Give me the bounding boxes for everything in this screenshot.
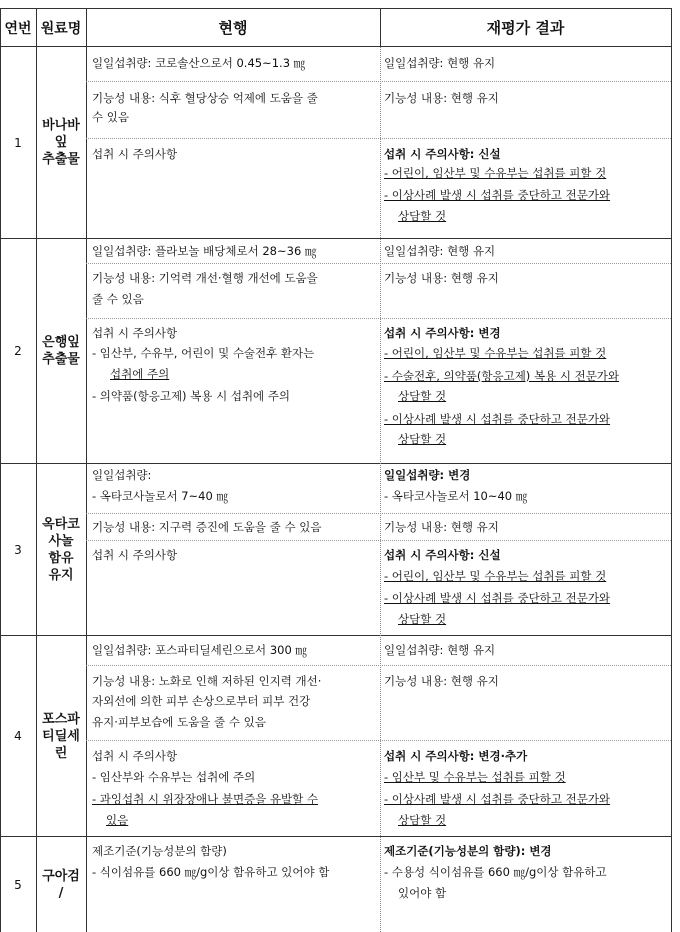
result-intake: 일일섭취량: 현행 유지 xyxy=(384,643,496,657)
dotted-row-divider xyxy=(86,138,671,139)
material-name xyxy=(36,464,86,635)
material-name xyxy=(36,47,86,238)
result-caution-title: 섭취 시 주의사항: 변경 xyxy=(384,326,501,340)
header-bottom-border xyxy=(0,46,672,47)
current-function: 줄 수 있음 xyxy=(92,292,144,306)
header-no: 연번 xyxy=(4,20,32,37)
current-function: 자외선에 의한 피부 손상으로부터 피부 건강 xyxy=(92,694,311,708)
dotted-row-divider xyxy=(86,81,671,82)
dotted-row-divider xyxy=(86,540,671,541)
result-intake-item: - 옥타코사놀로서 10~40 ㎎ xyxy=(384,489,528,503)
current-caution: 섭취 시 주의사항 xyxy=(92,548,178,562)
dotted-row-divider xyxy=(86,318,671,319)
result-standard-item: - 수용성 식이섬유를 660 ㎎/g이상 함유하고 xyxy=(384,865,607,879)
material-name-line: 바나바 xyxy=(42,118,80,133)
current-standard-item: - 식이섬유를 660 ㎎/g이상 함유하고 있어야 함 xyxy=(92,865,330,879)
result-caution-item: - 어린이, 임산부 및 수유부는 섭취를 피할 것 xyxy=(384,569,607,583)
result-caution-title: 섭취 시 주의사항: 신설 xyxy=(384,548,501,562)
current-caution-item: 있음 xyxy=(106,813,129,827)
row-number: 2 xyxy=(14,344,22,358)
current-intake: 일일섭취량: xyxy=(92,468,152,482)
current-caution-item: - 임산부와 수유부는 섭취에 주의 xyxy=(92,770,256,784)
result-caution-item: - 어린이, 임산부 및 수유부는 섭취를 피할 것 xyxy=(384,346,607,360)
current-function: 기능성 내용: 식후 혈당상승 억제에 도움을 줄 xyxy=(92,91,318,105)
material-name-line: 유지 xyxy=(48,567,74,583)
column-border xyxy=(671,8,672,932)
result-caution-item: - 이상사례 발생 시 섭취를 중단하고 전문가와 xyxy=(384,412,611,426)
row-separator xyxy=(0,836,672,837)
current-caution: 섭취 시 주의사항 xyxy=(92,147,178,161)
result-caution-item: - 수술전후, 의약품(항응고제) 복용 시 전문가와 xyxy=(384,369,620,383)
dotted-row-divider xyxy=(86,513,671,514)
result-caution-item: 상담할 것 xyxy=(398,813,447,827)
current-function: 기능성 내용: 노화로 인해 저하된 인지력 개선· xyxy=(92,674,322,688)
result-caution-item: - 이상사례 발생 시 섭취를 중단하고 전문가와 xyxy=(384,591,611,605)
result-function: 기능성 내용: 현행 유지 xyxy=(384,520,499,534)
material-name-line: 잎 xyxy=(54,135,68,150)
current-caution-item: - 의약품(항응고제) 복용 시 섭취에 주의 xyxy=(92,389,291,403)
row-number: 1 xyxy=(14,135,22,150)
header-current: 현행 xyxy=(218,19,248,37)
row-separator xyxy=(0,238,672,239)
header-material: 원료명 xyxy=(40,20,82,37)
result-caution-item: - 임산부 및 수유부는 섭취를 피할 것 xyxy=(384,770,566,784)
current-function: 기능성 내용: 기억력 개선·혈행 개선에 도움을 xyxy=(92,271,318,285)
material-name-line: 포스파 xyxy=(42,711,80,727)
material-name-line: 추출물 xyxy=(42,352,80,367)
material-name xyxy=(36,239,86,463)
result-function: 기능성 내용: 현행 유지 xyxy=(384,91,499,105)
current-caution-item: 섭취에 주의 xyxy=(110,367,170,381)
material-name xyxy=(36,837,86,932)
current-caution-item: - 임산부, 수유부, 어린이 및 수술전후 환자는 xyxy=(92,346,315,360)
material-name-line: 은행잎 xyxy=(42,335,80,350)
material-name xyxy=(36,636,86,836)
current-caution: 섭취 시 주의사항 xyxy=(92,326,178,340)
result-intake: 일일섭취량: 현행 유지 xyxy=(384,244,496,258)
row-number: 3 xyxy=(14,542,22,557)
dotted-row-divider xyxy=(86,263,671,264)
row-number: 4 xyxy=(14,729,22,743)
row-separator xyxy=(0,635,672,636)
current-intake: 일일섭취량: 포스파티딜세린으로서 300 ㎎ xyxy=(92,643,307,657)
result-caution-item: - 이상사례 발생 시 섭취를 중단하고 전문가와 xyxy=(384,792,611,806)
material-name-line: / xyxy=(58,885,64,901)
result-function: 기능성 내용: 현행 유지 xyxy=(384,271,499,285)
result-caution-item: 상담할 것 xyxy=(398,389,447,403)
current-function: 기능성 내용: 지구력 증진에 도움을 줄 수 있음 xyxy=(92,520,322,534)
material-name-line: 린 xyxy=(54,745,68,761)
result-caution-title: 섭취 시 주의사항: 변경·추가 xyxy=(384,749,528,763)
current-standard: 제조기준(기능성분의 함량) xyxy=(92,844,227,858)
result-function: 기능성 내용: 현행 유지 xyxy=(384,674,499,688)
current-intake: 일일섭취량: 코로솔산으로서 0.45~1.3 ㎎ xyxy=(92,56,306,70)
result-caution-item: 상담할 것 xyxy=(398,432,447,446)
row-separator xyxy=(0,463,672,464)
material-name-line: 함유 xyxy=(48,550,74,566)
material-name-line: 티딜세 xyxy=(42,728,80,744)
result-caution-item: - 이상사례 발생 시 섭취를 중단하고 전문가와 xyxy=(384,188,611,202)
result-intake: 일일섭취량: 현행 유지 xyxy=(384,56,496,70)
material-name-line: 사놀 xyxy=(48,533,74,549)
material-name-line: 구아검 xyxy=(42,868,80,884)
current-caution-item: - 과잉섭취 시 위장장애나 불면증을 유발할 수 xyxy=(92,792,319,806)
result-standard-item: 있어야 함 xyxy=(398,886,447,900)
current-function: 수 있음 xyxy=(92,110,129,124)
header-result: 재평가 결과 xyxy=(486,19,565,37)
dotted-row-divider xyxy=(86,740,671,741)
row-number: 5 xyxy=(14,877,22,892)
current-function: 유지·피부보습에 도움을 줄 수 있음 xyxy=(92,715,266,729)
current-intake: 일일섭취량: 플라보놀 배당체로서 28~36 ㎎ xyxy=(92,244,317,258)
column-border xyxy=(86,8,87,932)
material-name-line: 추출물 xyxy=(42,152,80,167)
result-caution-item: - 어린이, 임산부 및 수유부는 섭취를 피할 것 xyxy=(384,166,607,180)
result-standard-title: 제조기준(기능성분의 함량): 변경 xyxy=(384,844,552,858)
dotted-column-divider xyxy=(380,47,381,932)
dotted-row-divider xyxy=(86,665,671,666)
material-name-line: 옥타코 xyxy=(42,516,80,532)
current-caution: 섭취 시 주의사항 xyxy=(92,749,178,763)
result-caution-title: 섭취 시 주의사항: 신설 xyxy=(384,147,501,161)
result-intake-title: 일일섭취량: 변경 xyxy=(384,468,471,482)
current-intake-item: - 옥타코사놀로서 7~40 ㎎ xyxy=(92,489,228,503)
result-caution-item: 상담할 것 xyxy=(398,612,447,626)
result-caution-item: 상담할 것 xyxy=(398,209,447,223)
